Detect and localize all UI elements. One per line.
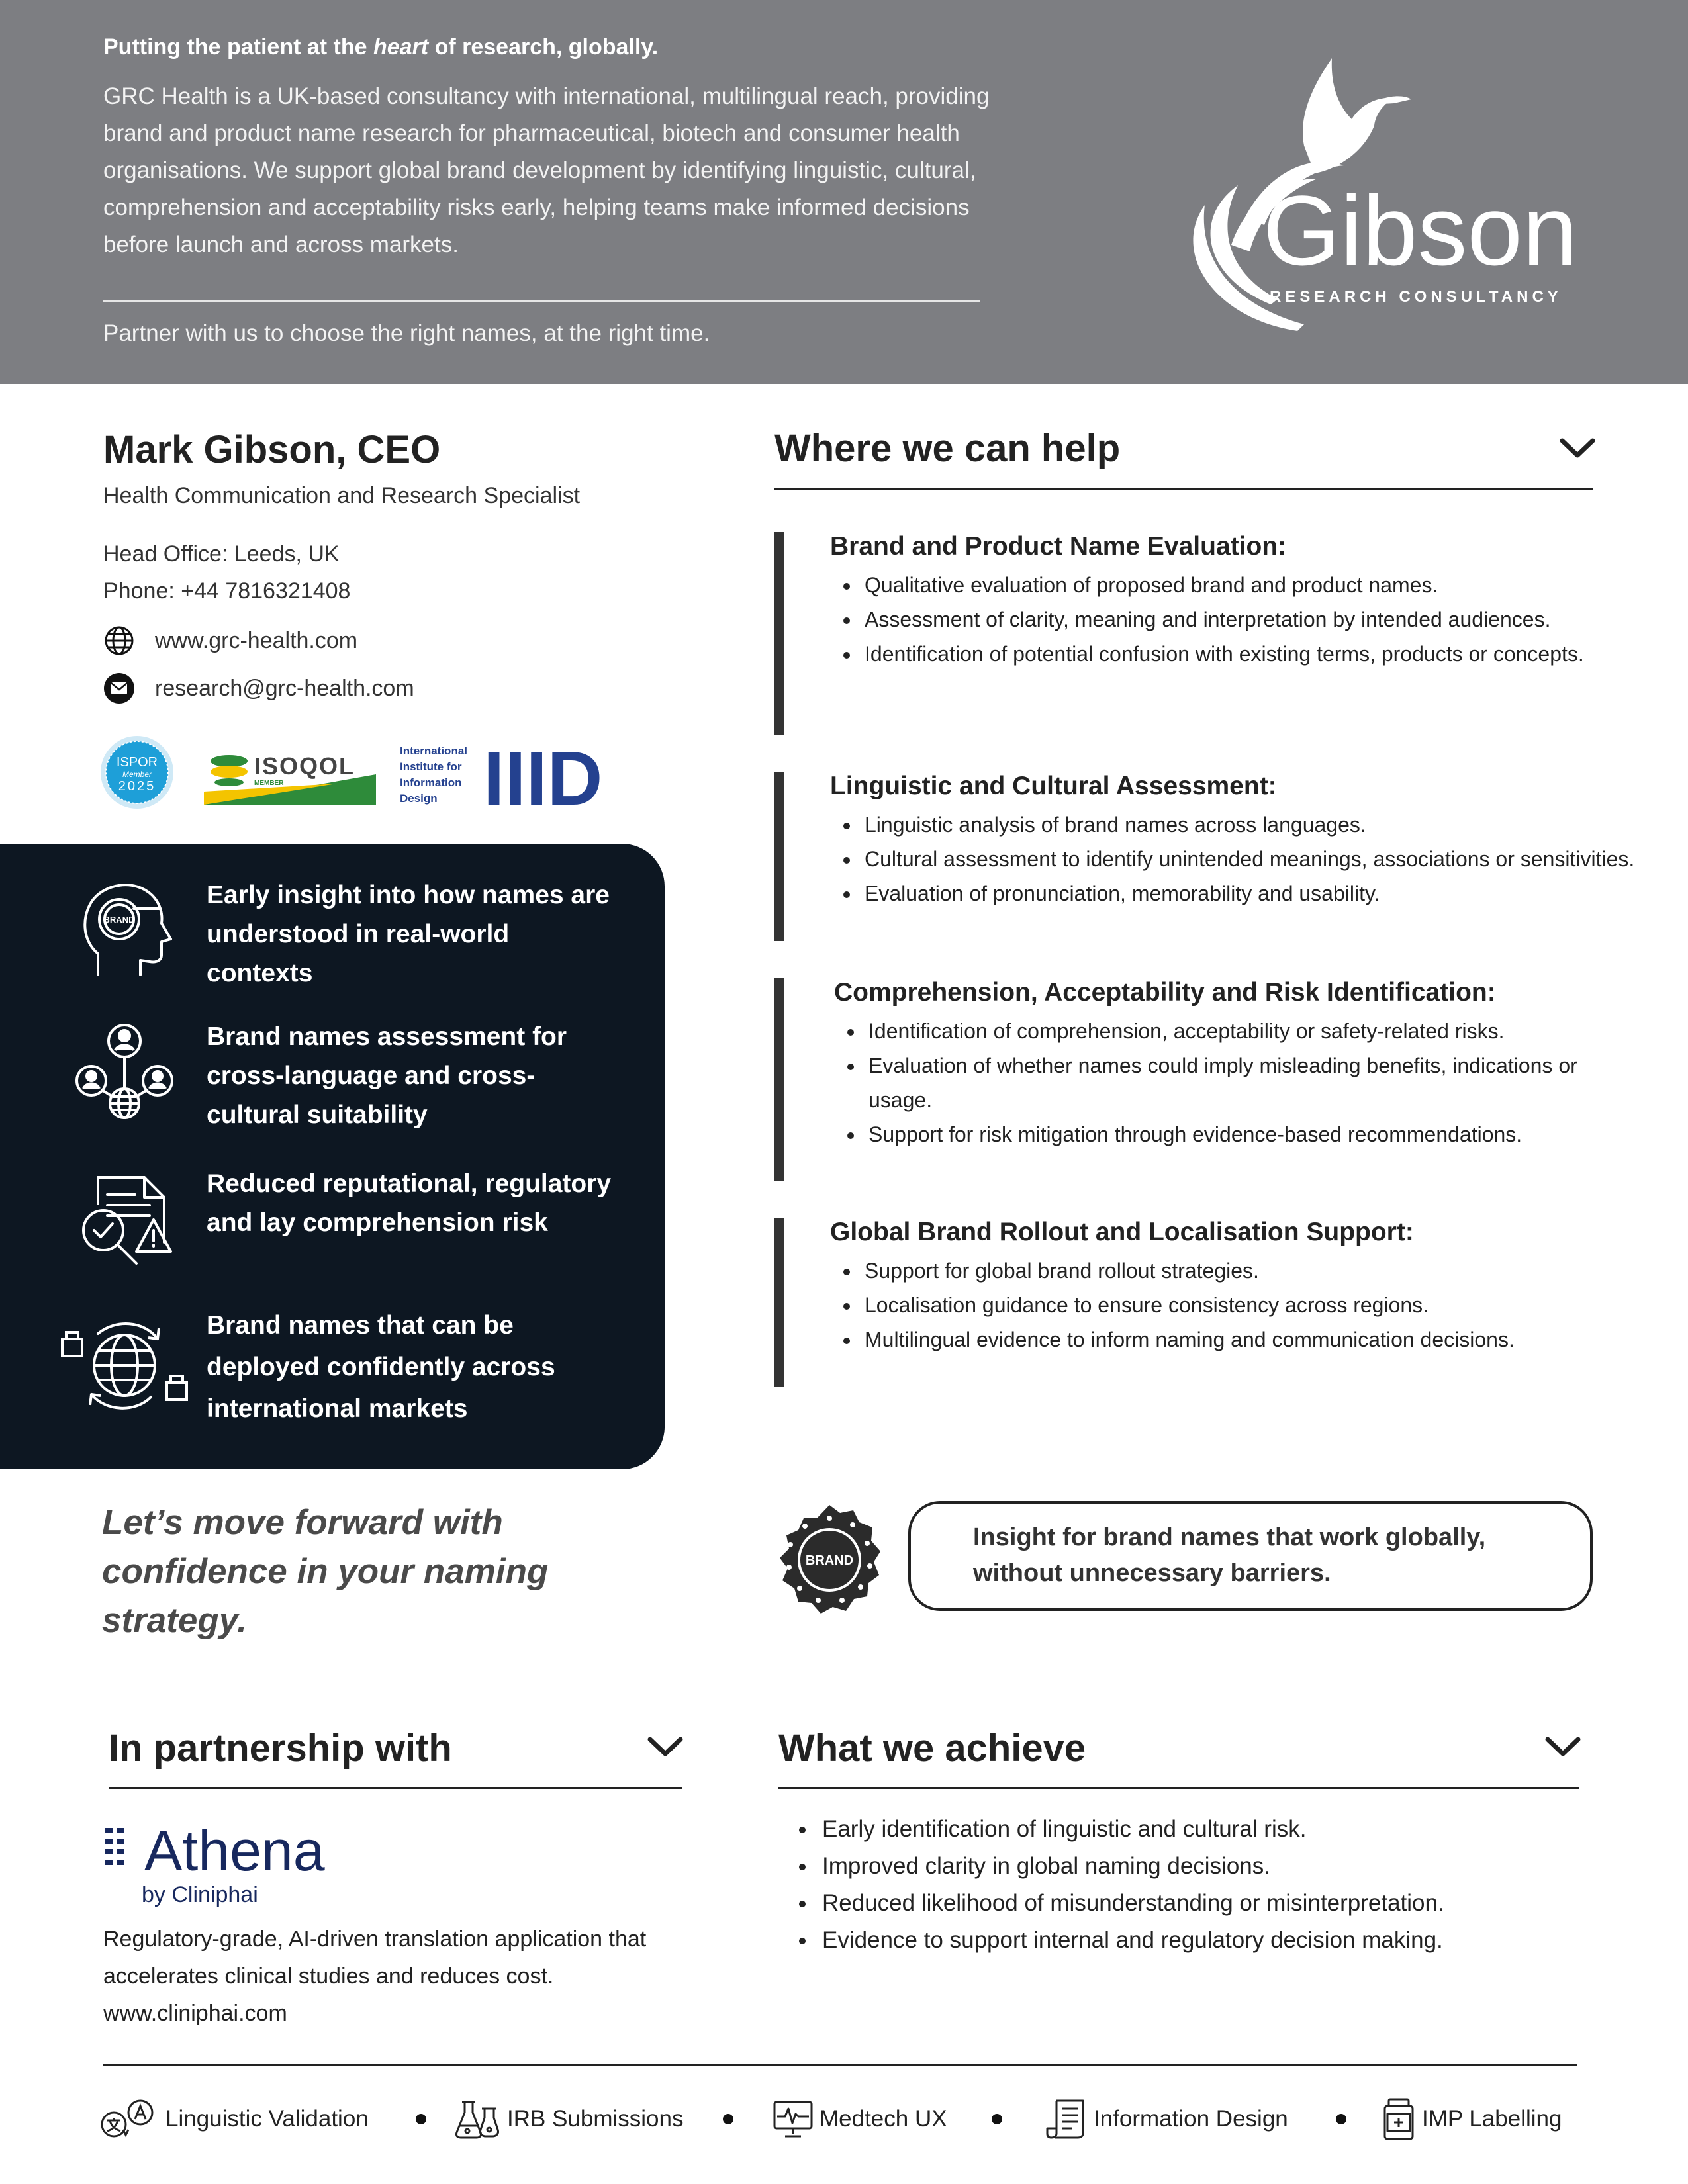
partner-line: Partner with us to choose the right names, at the right time. bbox=[103, 320, 710, 346]
svg-text:Institute for: Institute for bbox=[400, 760, 462, 773]
iiid-badge bbox=[400, 739, 605, 811]
list-item: • Localisation guidance to ensure consistency across regions. bbox=[861, 1288, 1562, 1322]
list-item: • Cultural assessment to identify unintended meanings, associations or sensitivities. bbox=[861, 842, 1642, 876]
list-item: • Improved clarity in global naming decisions. bbox=[817, 1848, 1444, 1885]
logo-wordmark: Gibson bbox=[1263, 175, 1578, 286]
service-linguistic-validation bbox=[99, 2098, 369, 2140]
help-section-bar bbox=[774, 532, 784, 735]
people-globe-icon bbox=[71, 1017, 177, 1123]
list-item: • Early identification of linguistic and cultural risk. bbox=[817, 1811, 1444, 1848]
svg-text:BRAND: BRAND bbox=[805, 1553, 854, 1568]
medical-monitor-icon bbox=[772, 2098, 814, 2140]
partnership-heading: In partnership with bbox=[109, 1727, 452, 1770]
list-item: • Identification of potential confusion with existing terms, products or concepts. bbox=[861, 637, 1622, 671]
phone-number[interactable]: Phone: +44 7816321408 bbox=[103, 578, 351, 604]
svg-text:Athena: Athena bbox=[144, 1819, 325, 1883]
achieve-list bbox=[792, 1811, 1444, 1959]
bullet-separator bbox=[723, 2114, 733, 2124]
bullet-separator bbox=[1336, 2114, 1346, 2124]
globe-icon bbox=[103, 625, 135, 657]
intro-paragraph: GRC Health is a UK-based consultancy with international, multilingual reach, providing brand and product name research for pharmaceutical, biotech and consumer health organisations. We support global brand development by identifying linguistic, cultural, comprehension and acceptability risks early, helping teams make informed decisions before launch and across markets. bbox=[103, 83, 990, 257]
chevron-down-icon[interactable] bbox=[1545, 1735, 1581, 1758]
help-section-1 bbox=[774, 532, 1609, 735]
svg-text:Design: Design bbox=[400, 792, 438, 805]
service-medtech-ux bbox=[772, 2098, 947, 2140]
help-section-title: Linguistic and Cultural Assessment: bbox=[830, 772, 1277, 800]
list-item: • Assessment of clarity, meaning and interpretation by intended audiences. bbox=[861, 602, 1622, 637]
list-item: • Evidence to support internal and regulatory decision making. bbox=[817, 1922, 1444, 1959]
svg-text:ISPOR: ISPOR bbox=[116, 755, 158, 770]
svg-text:by Cliniphai: by Cliniphai bbox=[142, 1882, 258, 1907]
document-check-warning-icon bbox=[71, 1164, 177, 1270]
achieve-heading-rule bbox=[778, 1787, 1579, 1789]
website-link[interactable]: www.grc-health.com bbox=[155, 627, 358, 653]
benefits-panel bbox=[0, 844, 665, 1469]
list-item: • Identification of comprehension, acceptability or safety-related risks. bbox=[865, 1014, 1626, 1048]
help-section-title: Comprehension, Acceptability and Risk Identification: bbox=[834, 978, 1496, 1007]
service-irb-submissions bbox=[454, 2098, 683, 2140]
header-divider bbox=[103, 300, 980, 302]
isoqol-emblem-icon bbox=[211, 755, 248, 786]
translate-icon bbox=[99, 2098, 160, 2140]
help-section-2 bbox=[774, 772, 1635, 941]
tagline: Putting the patient at the heart of research, globally. bbox=[103, 34, 659, 60]
list-item: • Evaluation of pronunciation, memorability and usability. bbox=[861, 876, 1642, 911]
insight-text: Insight for brand names that work globally, without unnecessary barriers. bbox=[973, 1524, 1486, 1587]
benefit-text-3: Reduced reputational, regulatory and lay comprehension risk bbox=[207, 1169, 612, 1237]
envelope-icon bbox=[103, 672, 135, 704]
achieve-heading: What we achieve bbox=[778, 1727, 1086, 1770]
help-section-bar bbox=[774, 1218, 784, 1387]
email-link[interactable]: research@grc-health.com bbox=[155, 675, 414, 701]
ceo-name: Mark Gibson, CEO bbox=[103, 428, 441, 471]
help-section-4 bbox=[774, 1218, 1609, 1387]
where-we-can-help-heading: Where we can help bbox=[774, 427, 1121, 470]
benefit-text-4: Brand names that can be deployed confidently across international markets bbox=[207, 1311, 555, 1423]
svg-text:ISOQOL: ISOQOL bbox=[254, 752, 355, 780]
bullet-separator bbox=[992, 2114, 1002, 2124]
list-item: • Reduced likelihood of misunderstanding or misinterpretation. bbox=[817, 1885, 1444, 1922]
lab-flask-icon bbox=[454, 2098, 502, 2140]
svg-text:BRAND: BRAND bbox=[103, 915, 135, 925]
benefit-text-2: Brand names assessment for cross-language and cross-cultural suitability bbox=[207, 1023, 567, 1129]
benefit-text-1: Early insight into how names are understood in real-world contexts bbox=[207, 881, 610, 987]
chevron-down-icon[interactable] bbox=[647, 1735, 683, 1758]
service-label: IRB Submissions bbox=[507, 2106, 684, 2132]
help-section-3 bbox=[774, 978, 1609, 1181]
svg-text:Information: Information bbox=[400, 776, 462, 789]
service-label: Information Design bbox=[1094, 2106, 1288, 2132]
ceo-role: Health Communication and Research Specialist bbox=[103, 483, 581, 508]
help-heading-rule bbox=[774, 488, 1593, 490]
cta-statement: Let’s move forward with confidence in your naming strategy. bbox=[102, 1503, 549, 1640]
list-item: • Multilingual evidence to inform naming and communication decisions. bbox=[861, 1322, 1562, 1357]
service-label: IMP Labelling bbox=[1422, 2106, 1562, 2132]
document-list-icon bbox=[1046, 2098, 1088, 2140]
svg-text:Member: Member bbox=[122, 770, 152, 779]
service-label: Linguistic Validation bbox=[165, 2106, 369, 2132]
ispor-member-badge bbox=[99, 735, 175, 810]
service-imp-labelling bbox=[1381, 2098, 1562, 2140]
svg-text:MEMBER: MEMBER bbox=[254, 780, 284, 787]
athena-logo bbox=[103, 1815, 355, 1914]
isoqol-member-badge bbox=[204, 744, 376, 805]
cliniphai-link[interactable]: www.cliniphai.com bbox=[103, 2001, 287, 2026]
athena-dots-icon bbox=[105, 1828, 124, 1865]
globe-packages-icon bbox=[58, 1312, 191, 1418]
help-section-bar bbox=[774, 772, 784, 941]
website-row[interactable] bbox=[103, 625, 357, 657]
email-row[interactable] bbox=[103, 672, 414, 704]
bullet-separator bbox=[416, 2114, 426, 2124]
help-section-title: Global Brand Rollout and Localisation Support: bbox=[830, 1218, 1414, 1246]
list-item: • Support for risk mitigation through evidence-based recommendations. bbox=[865, 1117, 1626, 1152]
service-information-design bbox=[1046, 2098, 1288, 2140]
svg-text:2025: 2025 bbox=[118, 779, 156, 794]
list-item: • Evaluation of whether names could imply misleading benefits, indications or usage. bbox=[865, 1048, 1626, 1117]
gibson-logo bbox=[1165, 53, 1589, 344]
footer-rule bbox=[103, 2064, 1577, 2066]
partnership-heading-rule bbox=[109, 1787, 682, 1789]
list-item: • Linguistic analysis of brand names across languages. bbox=[861, 807, 1642, 842]
help-section-bar bbox=[774, 978, 784, 1181]
list-item: • Support for global brand rollout strategies. bbox=[861, 1253, 1562, 1288]
logo-subline: RESEARCH CONSULTANCY bbox=[1270, 288, 1562, 306]
partnership-description-text: Regulatory-grade, AI-driven translation application that accelerates clinical studies and reduces cost. bbox=[103, 1927, 647, 1989]
head-office: Head Office: Leeds, UK bbox=[103, 541, 340, 567]
partnership-description bbox=[103, 1921, 699, 2032]
medicine-bottle-icon bbox=[1381, 2098, 1417, 2140]
service-label: Medtech UX bbox=[820, 2106, 947, 2132]
list-item: • Qualitative evaluation of proposed brand and product names. bbox=[861, 568, 1622, 602]
brand-seal-icon bbox=[773, 1504, 886, 1616]
head-brand-icon bbox=[71, 876, 177, 981]
chevron-down-icon[interactable] bbox=[1560, 437, 1595, 459]
svg-text:International: International bbox=[400, 745, 468, 757]
svg-text:IIID: IIID bbox=[483, 739, 603, 811]
help-section-title: Brand and Product Name Evaluation: bbox=[830, 532, 1287, 561]
